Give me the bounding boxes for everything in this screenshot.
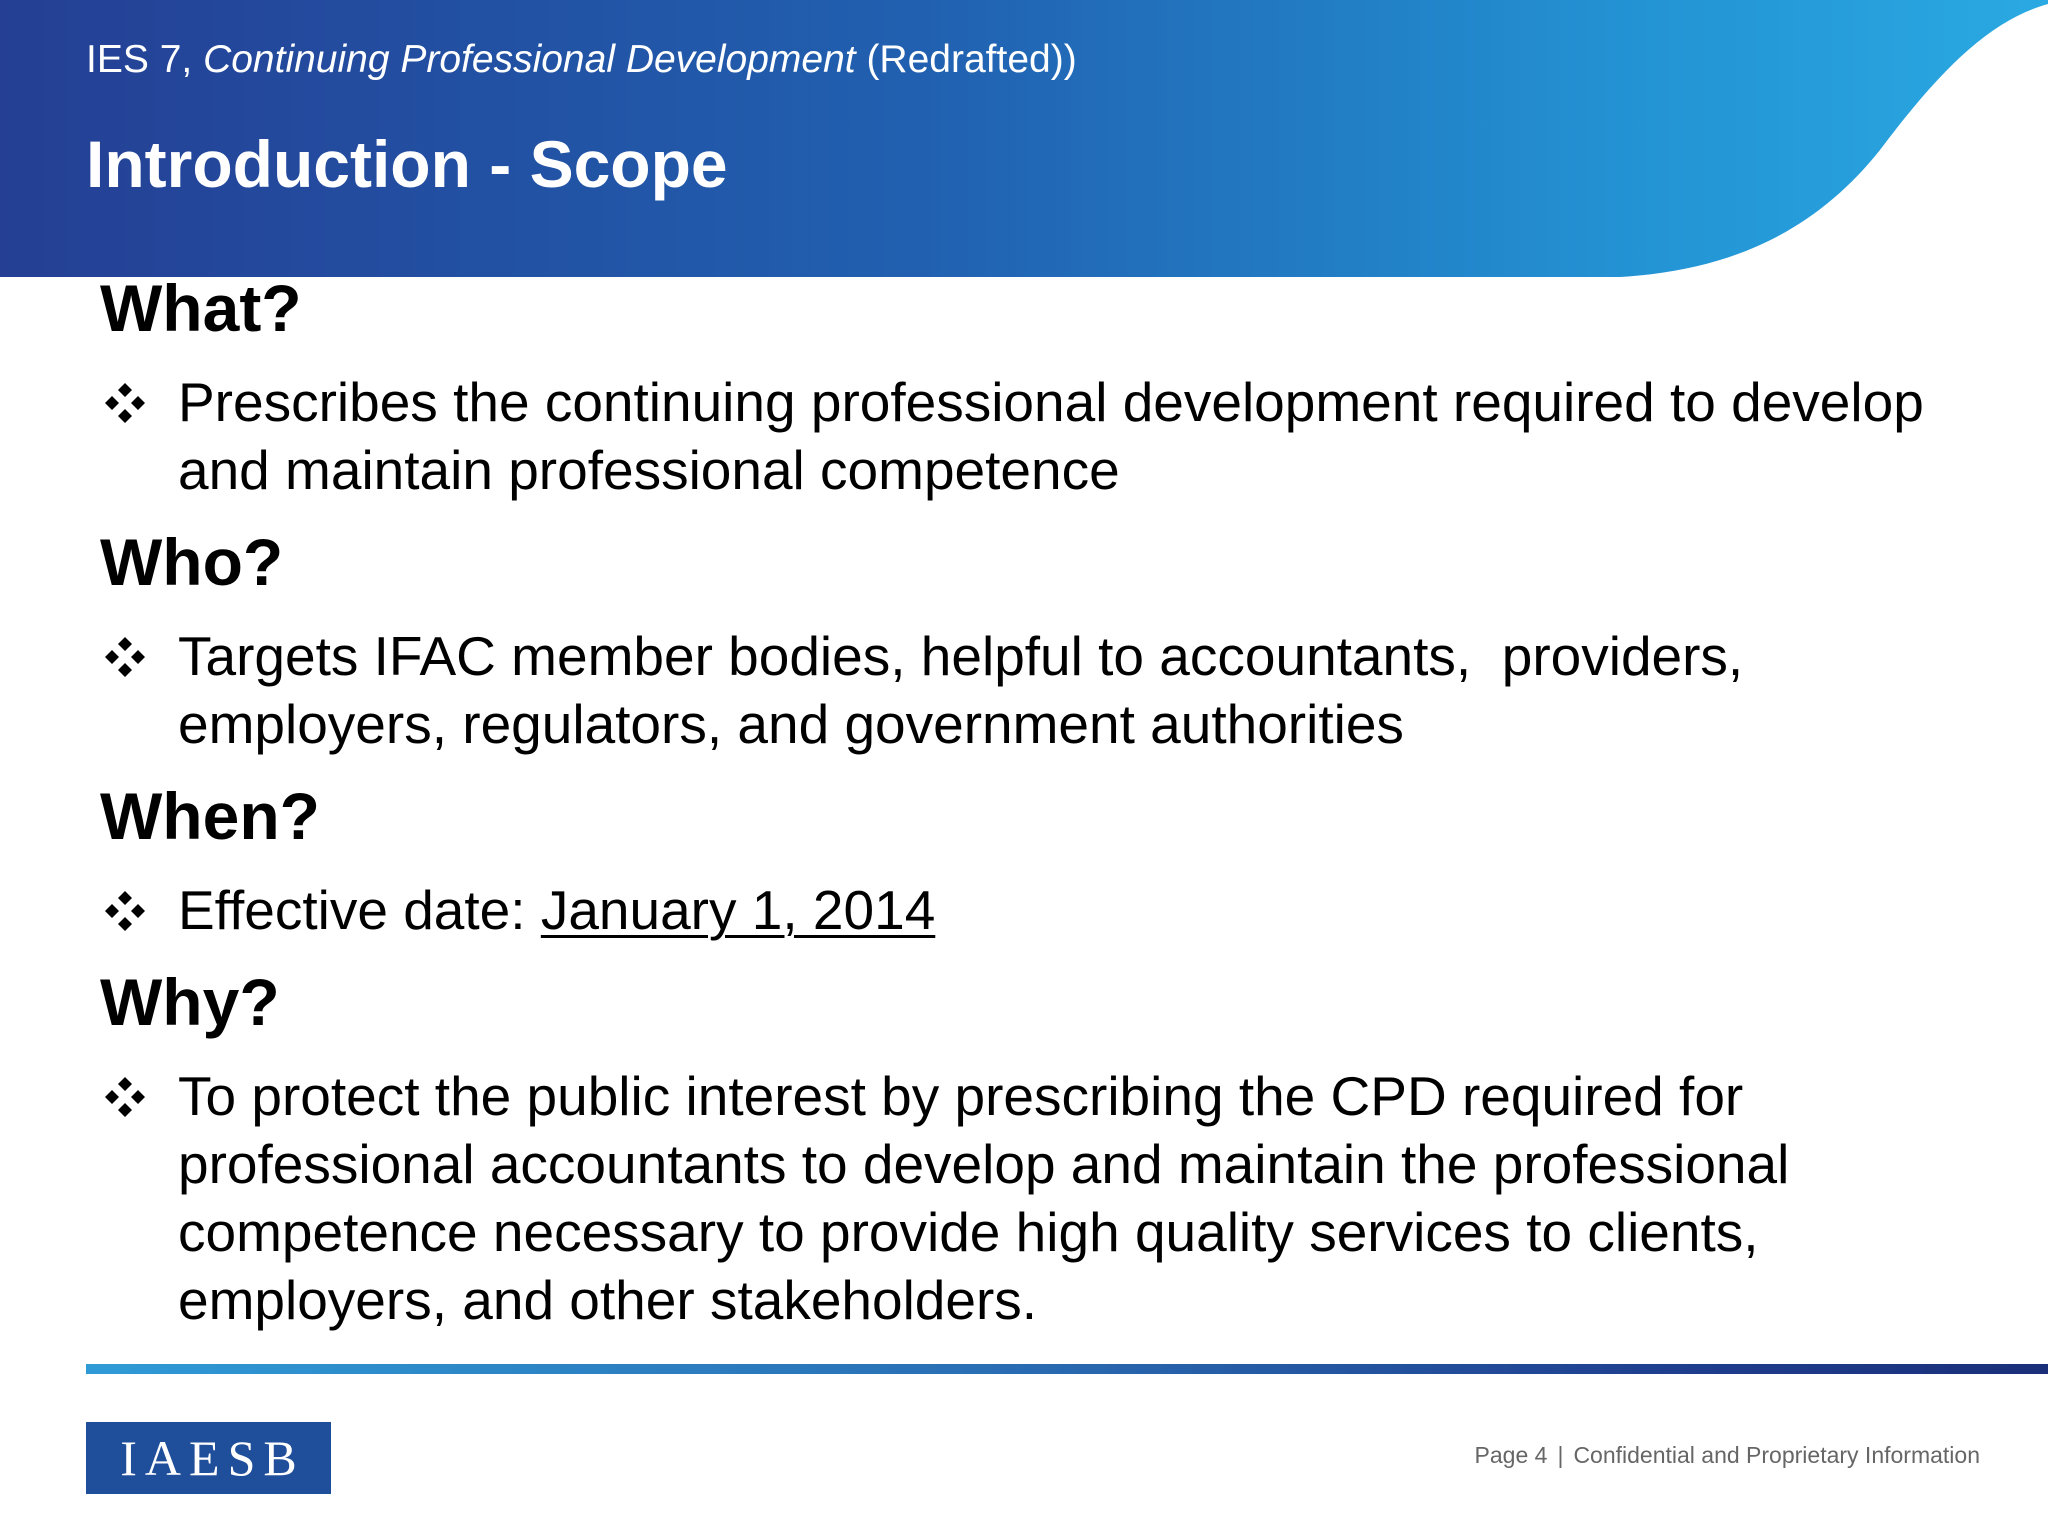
slide-subtitle <box>86 36 1077 84</box>
four-diamond-bullet-icon <box>104 382 146 424</box>
bullet-text: To protect the public interest by prescribing the CPD required for professional accountants to develop and maintain the professional competence necessary to provide high quality services to clients, employers, and other stakeholders. <box>178 1065 1790 1331</box>
section-heading: When? <box>100 779 320 853</box>
four-diamond-bullet-icon <box>104 1076 146 1118</box>
section-why <box>100 964 2020 1334</box>
footer-divider <box>86 1364 2048 1374</box>
confidentiality-notice: Confidential and Proprietary Information <box>1573 1442 1980 1468</box>
section-heading: Why? <box>100 965 280 1039</box>
subtitle-prefix: IES 7, <box>86 38 204 81</box>
bullet-item <box>100 1062 2020 1334</box>
page-number: Page 4 <box>1474 1442 1548 1468</box>
iaesb-logo <box>86 1422 331 1494</box>
footer-separator: | <box>1557 1442 1564 1468</box>
four-diamond-bullet-icon <box>104 890 146 932</box>
footer-info <box>1475 1440 1980 1470</box>
logo-text: IAESB <box>120 1430 305 1486</box>
slide-content <box>100 270 2020 1354</box>
subtitle-suffix: (Redrafted)) <box>855 38 1077 81</box>
section-heading: What? <box>100 271 302 345</box>
section-who <box>100 524 2020 758</box>
bullet-text: Prescribes the continuing professional development required to develop and maintain professional competence <box>178 371 1924 501</box>
section-when <box>100 778 2020 944</box>
bullet-text: Targets IFAC member bodies, helpful to accountants, providers, employers, regulators, and government authorities <box>178 625 1759 755</box>
four-diamond-bullet-icon <box>104 636 146 678</box>
effective-date: January 1, 2014 <box>540 879 936 941</box>
bullet-item <box>100 368 2020 504</box>
section-what <box>100 270 2020 504</box>
subtitle-italic: Continuing Professional Development <box>203 38 856 81</box>
section-heading: Who? <box>100 525 284 599</box>
bullet-text-prefix: Effective date: <box>178 879 541 941</box>
slide-title: Introduction - Scope <box>86 127 728 201</box>
bullet-item <box>100 622 2020 758</box>
bullet-item <box>100 876 2020 944</box>
